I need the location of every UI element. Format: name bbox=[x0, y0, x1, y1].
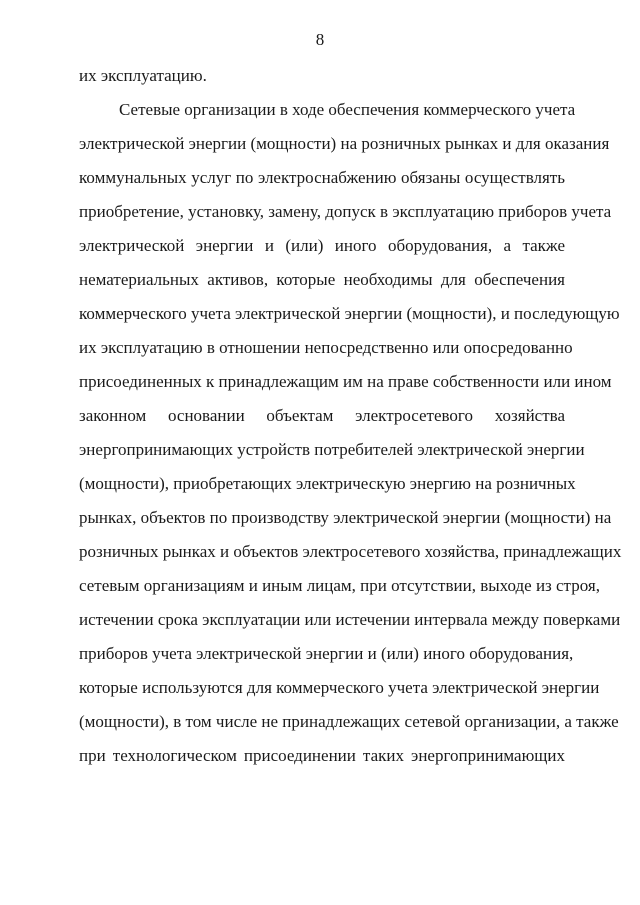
text-line: (мощности), в том числе не принадлежащих сетевой организации, а также bbox=[79, 712, 619, 731]
text-line: коммунальных услуг по электроснабжению обязаны осуществлять bbox=[79, 168, 565, 187]
text-line: энергопринимающих устройств потребителей электрической энергии bbox=[79, 440, 585, 459]
text-line: присоединенных к принадлежащим им на праве собственности или ином bbox=[79, 372, 612, 391]
text-line: которые используются для коммерческого учета электрической энергии bbox=[79, 678, 600, 697]
text-line: приборов учета электрической энергии и (или) иного оборудования, bbox=[79, 644, 574, 663]
text-line: их эксплуатацию в отношении непосредственно или опосредованно bbox=[79, 338, 573, 357]
text-line: электрической энергии (мощности) на розничных рынках и для оказания bbox=[79, 134, 610, 153]
text-line: электрической энергии и (или) иного оборудования, а также bbox=[79, 236, 565, 255]
text-line: (мощности), приобретающих электрическую энергию на розничных bbox=[79, 474, 576, 493]
paragraph-first-line: Сетевые организации в ходе обеспечения коммерческого учета bbox=[119, 100, 576, 119]
text-line: розничных рынках и объектов электросетевого хозяйства, принадлежащих bbox=[79, 542, 622, 561]
text-line: приобретение, установку, замену, допуск в эксплуатацию приборов учета bbox=[79, 202, 612, 221]
text-line: коммерческого учета электрической энергии (мощности), и последующую bbox=[79, 304, 620, 323]
page-number: 8 bbox=[315, 30, 325, 49]
text-line: сетевым организациям и иным лицам, при отсутствии, выходе из строя, bbox=[79, 576, 600, 595]
text-line: нематериальных активов, которые необходимы для обеспечения bbox=[79, 270, 565, 289]
text-line: рынках, объектов по производству электрической энергии (мощности) на bbox=[79, 508, 612, 527]
text-line: их эксплуатацию. bbox=[79, 66, 207, 85]
text-line: истечении срока эксплуатации или истечении интервала между поверками bbox=[79, 610, 621, 629]
text-line: при технологическом присоединении таких энергопринимающих bbox=[79, 746, 565, 765]
text-line: законном основании объектам электросетевого хозяйства bbox=[79, 406, 565, 425]
